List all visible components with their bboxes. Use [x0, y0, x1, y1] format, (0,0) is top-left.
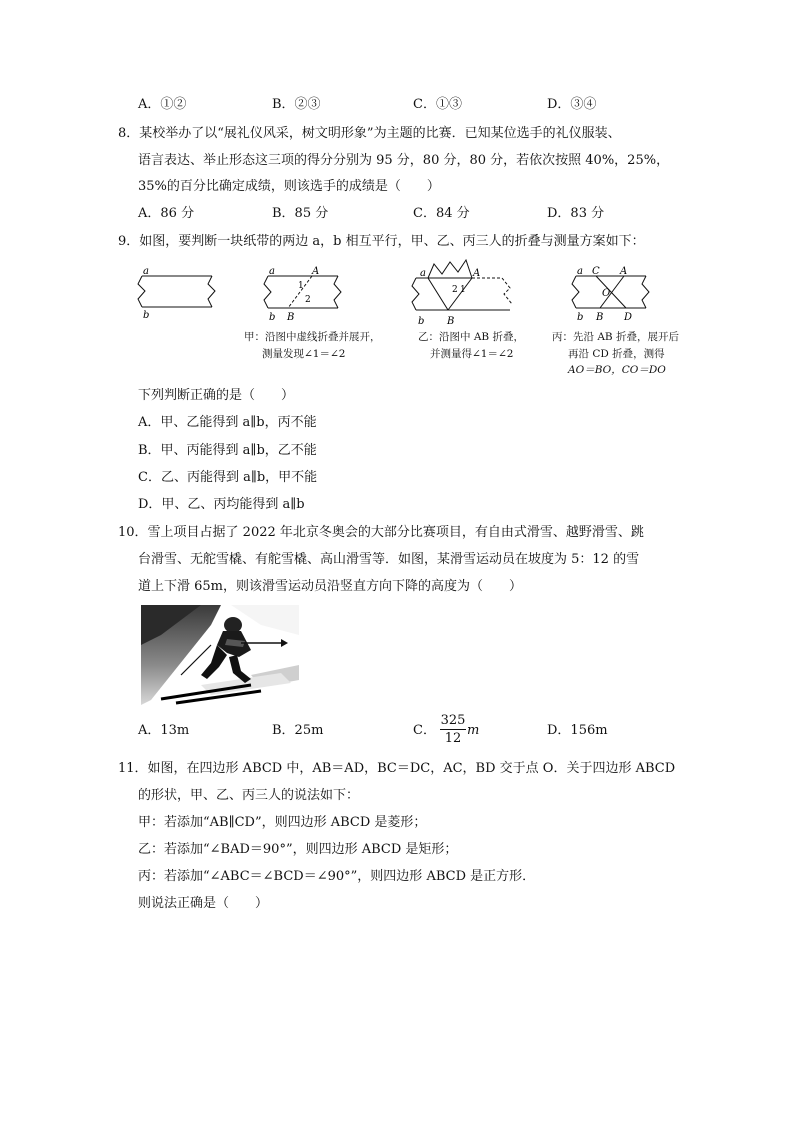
q10-option-c-fraction: [440, 713, 466, 746]
q8-option-d[interactable]: D．83 分: [547, 206, 605, 221]
fig2-label-A: A: [312, 266, 320, 277]
q10-option-c-letter: C．: [413, 723, 436, 738]
q11-statement-yi: 乙：若添加“∠BAD＝90°”，则四边形 ABCD 是矩形；: [138, 842, 458, 857]
fig3-angle-2: 2: [452, 285, 458, 295]
fig1-label-b: b: [143, 310, 150, 320]
q9-figure-bing: [570, 264, 654, 324]
q10-stem-line3: 道上下滑 65m，则该滑雪运动员沿竖直方向下降的高度为（ ）: [138, 579, 523, 594]
q10-option-d[interactable]: D．156m: [547, 723, 608, 738]
fig3-angle-1: 1: [460, 285, 466, 295]
fig4-label-O: O: [602, 288, 611, 299]
q10-stem-line1: 10．雪上项目占据了 2022 年北京冬奥会的大部分比赛项目，有自由式滑雪、越野滑雪、跳: [118, 525, 644, 540]
fig2-label-B: B: [287, 312, 295, 323]
fig2-label-a: a: [269, 266, 275, 277]
fig4-label-D: D: [624, 312, 633, 323]
q10-option-b[interactable]: B．25m: [272, 723, 324, 738]
q11-stem-line1: 11．如图，在四边形 ABCD 中，AB＝AD，BC＝DC，AC，BD 交于点 O．关于四边形 ABCD: [118, 761, 676, 776]
q7-option-a[interactable]: A．①②: [138, 97, 187, 112]
fig3-caption-line2: 并测量得∠1＝∠2: [430, 348, 514, 360]
fig2-label-b: b: [269, 312, 276, 323]
fig4-caption-line3: AO＝BO，CO＝DO: [568, 364, 666, 376]
q8-stem-line3: 35%的百分比确定成绩，则该选手的成绩是（ ）: [138, 179, 440, 194]
fraction-numerator: 325: [440, 713, 466, 728]
q9-figure-yi: [410, 256, 524, 328]
q8-option-c[interactable]: C．84 分: [413, 206, 470, 221]
fig3-label-A: A: [473, 268, 481, 279]
fig4-label-A: A: [620, 266, 628, 277]
q9-option-d[interactable]: D．甲、乙、丙均能得到 a∥b: [138, 497, 305, 512]
q8-stem-line1: 8．某校举办了以“展礼仪风采，树文明形象”为主题的比赛．已知某位选手的礼仪服装、: [118, 126, 621, 141]
q11-statement-bing: 丙：若添加“∠ABC＝∠BCD＝∠90°”，则四边形 ABCD 是正方形．: [138, 869, 536, 884]
q8-stem-line2: 语言表达、举止形态这三项的得分分别为 95 分，80 分，80 分，若依次按照 40%，25%，: [138, 153, 670, 168]
q9-question: 下列判断正确的是（ ）: [138, 388, 295, 403]
q11-statement-jia: 甲：若添加“AB∥CD”，则四边形 ABCD 是菱形；: [138, 815, 427, 830]
q10-option-c-unit: m: [467, 723, 480, 738]
q10-stem-line2: 台滑雪、无舵雪橇、有舵雪橇、高山滑雪等．如图，某滑雪运动员在坡度为 5：12 的雪: [138, 552, 640, 567]
q9-stem-line1: 9．如图，要判断一块纸带的两边 a，b 相互平行，甲、乙、丙三人的折叠与测量方案如下：: [118, 234, 645, 249]
skier-photo: [141, 605, 299, 705]
q7-option-b[interactable]: B．②③: [272, 97, 321, 112]
fig4-label-B: B: [596, 312, 604, 323]
fig3-label-a: a: [420, 268, 426, 279]
fig3-label-B: B: [447, 316, 455, 327]
fig2-angle-1: 1: [298, 281, 304, 291]
q9-figure-jia: [262, 264, 346, 324]
q10-option-a[interactable]: A．13m: [138, 723, 190, 738]
fig4-label-a: a: [577, 266, 583, 277]
q8-option-b[interactable]: B．85 分: [272, 206, 329, 221]
fig2-caption-line1: 甲：沿图中虚线折叠并展开，: [244, 331, 381, 343]
q9-option-a[interactable]: A．甲、乙能得到 a∥b，丙不能: [138, 415, 317, 430]
q9-option-c[interactable]: C．乙、丙能得到 a∥b，甲不能: [138, 470, 318, 485]
fraction-bar: [440, 729, 466, 730]
fig4-caption-line2: 再沿 CD 折叠，测得: [568, 348, 665, 360]
fig3-label-b: b: [418, 316, 425, 327]
q8-option-a[interactable]: A．86 分: [138, 206, 195, 221]
q7-option-d[interactable]: D．③④: [547, 97, 597, 112]
q7-option-c[interactable]: C．①③: [413, 97, 462, 112]
fig4-label-C: C: [592, 266, 600, 277]
fig2-caption-line2: 测量发现∠1＝∠2: [262, 348, 346, 360]
q9-option-b[interactable]: B．甲、丙能得到 a∥b，乙不能: [138, 443, 317, 458]
fraction-denominator: 12: [444, 731, 462, 746]
fig2-angle-2: 2: [305, 295, 311, 305]
fig4-label-b: b: [577, 312, 584, 323]
q11-question: 则说法正确是（ ）: [138, 896, 269, 911]
fig4-caption-line1: 丙：先沿 AB 折叠，展开后: [552, 331, 679, 343]
fig1-label-a: a: [143, 266, 149, 277]
fig3-caption-line1: 乙：沿图中 AB 折叠，: [418, 331, 524, 343]
q11-stem-line2: 的形状，甲、乙、丙三人的说法如下：: [138, 788, 360, 803]
q10-option-c[interactable]: [413, 720, 436, 742]
q9-figure-strip: [136, 266, 220, 320]
